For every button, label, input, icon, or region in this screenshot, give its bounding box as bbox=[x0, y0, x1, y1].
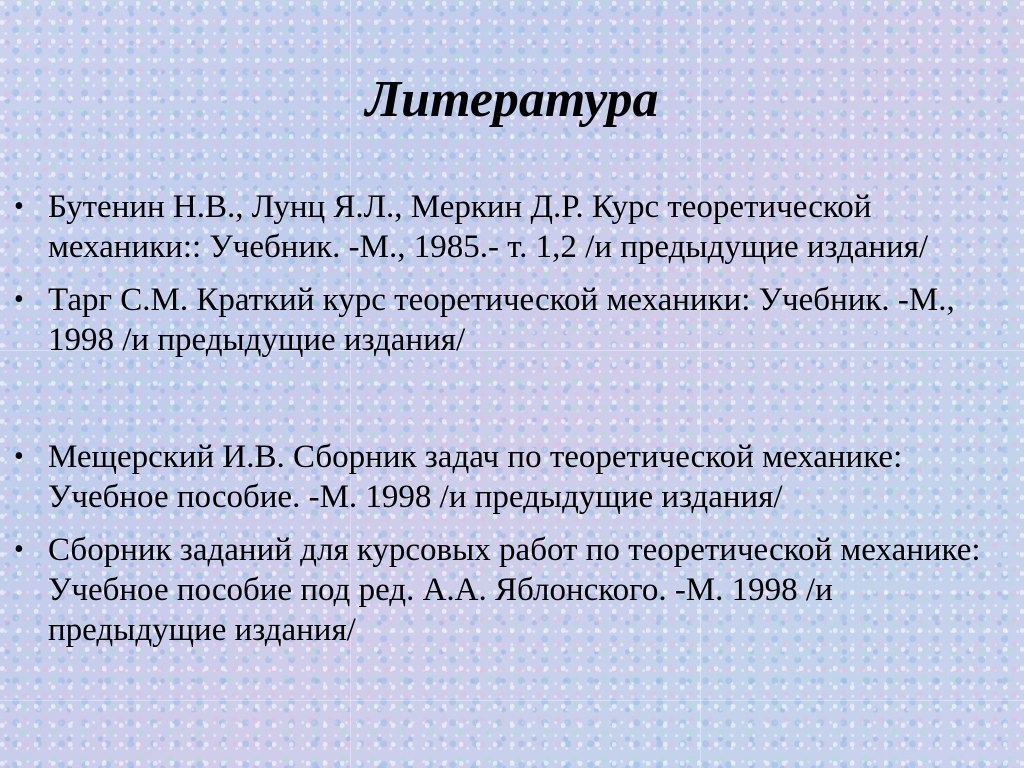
reference-list bbox=[0, 187, 1024, 650]
reference-item bbox=[0, 437, 1024, 517]
background-grid-line bbox=[0, 700, 1024, 701]
slide-title: Литература bbox=[365, 71, 659, 128]
reference-text: Тарг С.М. Краткий курс теоретической механики: Учебник. -М., 1998 /и предыдущие издания/ bbox=[48, 282, 955, 358]
reference-item bbox=[0, 530, 1024, 650]
bullet-icon: • bbox=[14, 284, 24, 315]
reference-item bbox=[0, 280, 1024, 360]
reference-text: Мещерский И.В. Сборник задач по теоретической механике: Учебное пособие. -М. 1998 /и предыдущие издания/ bbox=[48, 439, 903, 515]
bullet-icon: • bbox=[14, 191, 24, 222]
bullet-icon: • bbox=[14, 534, 24, 565]
reference-item bbox=[0, 187, 1024, 267]
reference-text: Сборник заданий для курсовых работ по теоретической механике: Учебное пособие под ред. А.А. Яблонского. -М. 1998 /и предыдущие издания/ bbox=[48, 532, 981, 648]
bullet-icon: • bbox=[14, 441, 24, 472]
reference-text: Бутенин Н.В., Лунц Я.Л., Меркин Д.Р. Курс теоретической механики:: Учебник. -М., 1985.- т. 1,2 /и предыдущие издания/ bbox=[48, 189, 929, 265]
